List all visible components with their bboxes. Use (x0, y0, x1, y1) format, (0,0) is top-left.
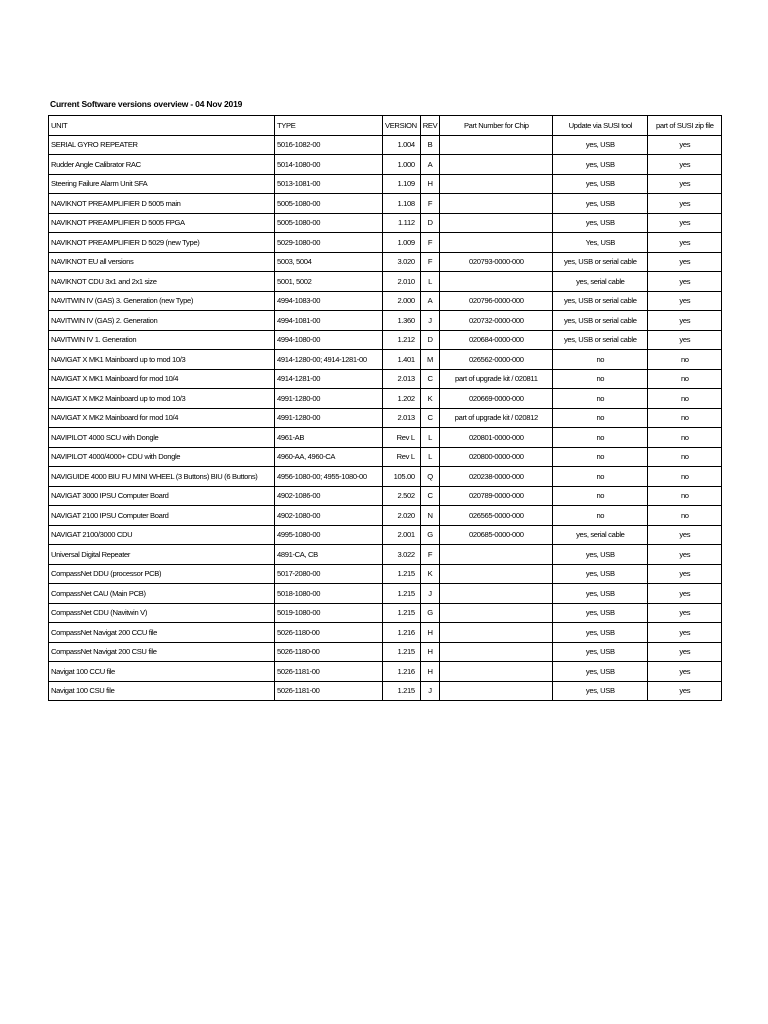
cell-rev: G (420, 525, 440, 545)
cell-susi-zip: no (648, 350, 722, 370)
cell-update-via-susi: no (553, 408, 648, 428)
cell-version: 1.215 (383, 564, 421, 584)
cell-rev: H (420, 174, 440, 194)
cell-update-via-susi: yes, USB or serial cable (553, 330, 648, 350)
cell-unit: NAVIKNOT PREAMPLIFIER D 5005 FPGA (49, 213, 275, 233)
cell-update-via-susi: yes, USB (553, 174, 648, 194)
cell-update-via-susi: yes, USB (553, 642, 648, 662)
header-version: VERSION (383, 116, 421, 136)
cell-update-via-susi: no (553, 467, 648, 487)
cell-update-via-susi: yes, USB or serial cable (553, 291, 648, 311)
cell-version: 1.216 (383, 662, 421, 682)
cell-unit: NAVIGAT X MK1 Mainboard for mod 10/4 (49, 369, 275, 389)
cell-rev: A (420, 291, 440, 311)
cell-part-number (440, 155, 553, 175)
cell-susi-zip: yes (648, 681, 722, 701)
cell-version: 1.215 (383, 603, 421, 623)
cell-unit: NAVIGUIDE 4000 BIU FU MINI WHEEL (3 Buttons) BIU (6 Buttons) (49, 467, 275, 487)
cell-update-via-susi: yes, USB (553, 545, 648, 565)
cell-rev: H (420, 662, 440, 682)
cell-part-number (440, 545, 553, 565)
cell-version: 1.112 (383, 213, 421, 233)
cell-susi-zip: yes (648, 525, 722, 545)
cell-type: 4960-AA, 4960-CA (275, 447, 383, 467)
cell-rev: C (420, 486, 440, 506)
cell-update-via-susi: yes, USB (553, 194, 648, 214)
cell-unit: CompassNet CAU (Main PCB) (49, 584, 275, 604)
cell-susi-zip: no (648, 467, 722, 487)
header-type: TYPE (275, 116, 383, 136)
cell-type: 4991-1280-00 (275, 389, 383, 409)
cell-unit: NAVIKNOT PREAMPLIFIER D 5005 main (49, 194, 275, 214)
cell-part-number: part of upgrade kit / 020812 (440, 408, 553, 428)
cell-update-via-susi: no (553, 486, 648, 506)
cell-unit: NAVIKNOT PREAMPLIFIER D 5029 (new Type) (49, 233, 275, 253)
cell-unit: NAVIPILOT 4000/4000+ CDU with Dongle (49, 447, 275, 467)
cell-rev: C (420, 369, 440, 389)
cell-type: 5003, 5004 (275, 252, 383, 272)
header-update-via-susi: Update via SUSI tool (553, 116, 648, 136)
cell-part-number: 020801-0000-000 (440, 428, 553, 448)
cell-type: 5019-1080-00 (275, 603, 383, 623)
table-body (49, 135, 722, 701)
header-part-number: Part Number for Chip (440, 116, 553, 136)
cell-rev: F (420, 252, 440, 272)
cell-part-number (440, 135, 553, 155)
cell-update-via-susi: yes, serial cable (553, 272, 648, 292)
cell-susi-zip: yes (648, 194, 722, 214)
cell-unit: CompassNet Navigat 200 CSU file (49, 642, 275, 662)
cell-unit: CompassNet CDU (Navitwin V) (49, 603, 275, 623)
cell-unit: NAVITWIN IV 1. Generation (49, 330, 275, 350)
cell-type: 4914-1281-00 (275, 369, 383, 389)
cell-unit: NAVIGAT 3000 IPSU Computer Board (49, 486, 275, 506)
cell-part-number (440, 564, 553, 584)
cell-susi-zip: yes (648, 233, 722, 253)
table-row (49, 291, 722, 311)
cell-version: 1.109 (383, 174, 421, 194)
table-row (49, 408, 722, 428)
cell-update-via-susi: yes, USB (553, 603, 648, 623)
cell-update-via-susi: no (553, 389, 648, 409)
cell-version: 1.215 (383, 584, 421, 604)
table-row (49, 135, 722, 155)
cell-susi-zip: no (648, 389, 722, 409)
table-row (49, 233, 722, 253)
cell-type: 5016-1082-00 (275, 135, 383, 155)
cell-part-number (440, 174, 553, 194)
cell-unit: NAVIGAT X MK2 Mainboard up to mod 10/3 (49, 389, 275, 409)
cell-unit: NAVIKNOT EU all versions (49, 252, 275, 272)
cell-type: 4961-AB (275, 428, 383, 448)
cell-unit: NAVIKNOT CDU 3x1 and 2x1 size (49, 272, 275, 292)
header-susi-zip: part of SUSI zip file (648, 116, 722, 136)
cell-part-number: 020684-0000-000 (440, 330, 553, 350)
cell-unit: Universal Digital Repeater (49, 545, 275, 565)
header-rev: REV (420, 116, 440, 136)
cell-susi-zip: yes (648, 623, 722, 643)
cell-part-number (440, 272, 553, 292)
table-row (49, 369, 722, 389)
cell-version: 1.212 (383, 330, 421, 350)
cell-type: 5018-1080-00 (275, 584, 383, 604)
cell-rev: Q (420, 467, 440, 487)
cell-susi-zip: yes (648, 662, 722, 682)
software-versions-table (48, 115, 722, 701)
cell-susi-zip: yes (648, 642, 722, 662)
cell-unit: NAVITWIN IV (GAS) 2. Generation (49, 311, 275, 331)
cell-rev: A (420, 155, 440, 175)
table-row (49, 486, 722, 506)
cell-part-number (440, 584, 553, 604)
cell-type: 5029-1080-00 (275, 233, 383, 253)
cell-update-via-susi: yes, USB (553, 135, 648, 155)
cell-rev: K (420, 389, 440, 409)
cell-type: 5013-1081-00 (275, 174, 383, 194)
cell-version: 105.00 (383, 467, 421, 487)
cell-unit: NAVIPILOT 4000 SCU with Dongle (49, 428, 275, 448)
cell-rev: B (420, 135, 440, 155)
cell-rev: D (420, 213, 440, 233)
cell-type: 5017-2080-00 (275, 564, 383, 584)
cell-part-number: 020789-0000-000 (440, 486, 553, 506)
cell-unit: NAVIGAT X MK1 Mainboard up to mod 10/3 (49, 350, 275, 370)
cell-rev: F (420, 233, 440, 253)
cell-susi-zip: no (648, 447, 722, 467)
table-row (49, 155, 722, 175)
cell-part-number: 020800-0000-000 (440, 447, 553, 467)
cell-version: 1.004 (383, 135, 421, 155)
cell-rev: L (420, 447, 440, 467)
cell-rev: J (420, 584, 440, 604)
cell-unit: NAVIGAT X MK2 Mainboard for mod 10/4 (49, 408, 275, 428)
cell-update-via-susi: no (553, 447, 648, 467)
table-row (49, 525, 722, 545)
cell-part-number (440, 194, 553, 214)
cell-part-number: 020793-0000-000 (440, 252, 553, 272)
cell-part-number (440, 213, 553, 233)
cell-susi-zip: yes (648, 330, 722, 350)
cell-unit: NAVIGAT 2100/3000 CDU (49, 525, 275, 545)
cell-susi-zip: yes (648, 584, 722, 604)
cell-part-number: 020238-0000-000 (440, 467, 553, 487)
cell-update-via-susi: yes, USB (553, 213, 648, 233)
cell-rev: G (420, 603, 440, 623)
cell-part-number (440, 603, 553, 623)
cell-update-via-susi: no (553, 350, 648, 370)
cell-rev: J (420, 311, 440, 331)
cell-rev: M (420, 350, 440, 370)
table-row (49, 564, 722, 584)
table-row (49, 623, 722, 643)
cell-unit: NAVITWIN IV (GAS) 3. Generation (new Type) (49, 291, 275, 311)
cell-type: 5001, 5002 (275, 272, 383, 292)
cell-rev: J (420, 681, 440, 701)
cell-rev: H (420, 623, 440, 643)
cell-version: 1.401 (383, 350, 421, 370)
cell-version: 1.009 (383, 233, 421, 253)
cell-part-number (440, 662, 553, 682)
cell-update-via-susi: yes, USB (553, 623, 648, 643)
cell-version: 1.216 (383, 623, 421, 643)
cell-part-number: part of upgrade kit / 020811 (440, 369, 553, 389)
cell-version: 2.000 (383, 291, 421, 311)
cell-type: 5005-1080-00 (275, 213, 383, 233)
cell-update-via-susi: no (553, 369, 648, 389)
cell-unit: SERIAL GYRO REPEATER (49, 135, 275, 155)
cell-rev: C (420, 408, 440, 428)
cell-update-via-susi: yes, serial cable (553, 525, 648, 545)
table-row (49, 194, 722, 214)
cell-version: 1.215 (383, 642, 421, 662)
cell-unit: Navigat 100 CSU file (49, 681, 275, 701)
cell-type: 4994-1081-00 (275, 311, 383, 331)
cell-update-via-susi: yes, USB or serial cable (553, 311, 648, 331)
cell-version: 2.502 (383, 486, 421, 506)
document-title: Current Software versions overview - 04 Nov 2019 (50, 99, 243, 109)
cell-type: 5026-1180-00 (275, 623, 383, 643)
cell-version: 2.013 (383, 408, 421, 428)
cell-version: 2.013 (383, 369, 421, 389)
table-row (49, 350, 722, 370)
table-row (49, 681, 722, 701)
table-row (49, 213, 722, 233)
table-row (49, 389, 722, 409)
table-row (49, 506, 722, 526)
table-row (49, 311, 722, 331)
cell-version: 2.010 (383, 272, 421, 292)
cell-part-number (440, 233, 553, 253)
cell-susi-zip: yes (648, 155, 722, 175)
cell-type: 4991-1280-00 (275, 408, 383, 428)
table-row (49, 662, 722, 682)
cell-susi-zip: yes (648, 174, 722, 194)
cell-type: 5005-1080-00 (275, 194, 383, 214)
cell-part-number: 026565-0000-000 (440, 506, 553, 526)
cell-rev: F (420, 545, 440, 565)
cell-rev: F (420, 194, 440, 214)
cell-unit: NAVIGAT 2100 IPSU Computer Board (49, 506, 275, 526)
cell-type: 5026-1180-00 (275, 642, 383, 662)
cell-unit: Steering Failure Alarm Unit SFA (49, 174, 275, 194)
cell-susi-zip: yes (648, 252, 722, 272)
cell-update-via-susi: yes, USB (553, 681, 648, 701)
cell-type: 4914-1280-00; 4914-1281-00 (275, 350, 383, 370)
cell-type: 4902-1086-00 (275, 486, 383, 506)
cell-update-via-susi: Yes, USB (553, 233, 648, 253)
cell-version: Rev L (383, 428, 421, 448)
cell-version: 1.108 (383, 194, 421, 214)
cell-update-via-susi: yes, USB or serial cable (553, 252, 648, 272)
cell-part-number: 020796-0000-000 (440, 291, 553, 311)
cell-version: 3.020 (383, 252, 421, 272)
cell-rev: N (420, 506, 440, 526)
cell-type: 4995-1080-00 (275, 525, 383, 545)
table-row (49, 603, 722, 623)
cell-rev: K (420, 564, 440, 584)
cell-version: 1.202 (383, 389, 421, 409)
cell-update-via-susi: no (553, 506, 648, 526)
header-unit: UNIT (49, 116, 275, 136)
cell-update-via-susi: yes, USB (553, 584, 648, 604)
cell-unit: CompassNet DDU (processor PCB) (49, 564, 275, 584)
table-header-row (49, 116, 722, 136)
cell-type: 4994-1080-00 (275, 330, 383, 350)
cell-update-via-susi: yes, USB (553, 662, 648, 682)
table-row (49, 428, 722, 448)
table-row (49, 642, 722, 662)
cell-susi-zip: no (648, 506, 722, 526)
table-row (49, 545, 722, 565)
cell-type: 4956-1080-00; 4955-1080-00 (275, 467, 383, 487)
cell-susi-zip: no (648, 369, 722, 389)
cell-rev: L (420, 428, 440, 448)
cell-susi-zip: no (648, 428, 722, 448)
cell-susi-zip: yes (648, 603, 722, 623)
cell-susi-zip: yes (648, 545, 722, 565)
cell-version: 3.022 (383, 545, 421, 565)
table-row (49, 467, 722, 487)
cell-version: 2.020 (383, 506, 421, 526)
cell-susi-zip: yes (648, 291, 722, 311)
cell-susi-zip: yes (648, 311, 722, 331)
cell-type: 5014-1080-00 (275, 155, 383, 175)
cell-rev: L (420, 272, 440, 292)
cell-susi-zip: yes (648, 135, 722, 155)
cell-part-number (440, 642, 553, 662)
cell-version: 1.215 (383, 681, 421, 701)
cell-update-via-susi: no (553, 428, 648, 448)
table-row (49, 272, 722, 292)
table-row (49, 330, 722, 350)
cell-part-number (440, 681, 553, 701)
cell-susi-zip: yes (648, 564, 722, 584)
cell-update-via-susi: yes, USB (553, 155, 648, 175)
cell-version: 1.000 (383, 155, 421, 175)
cell-type: 4891-CA, CB (275, 545, 383, 565)
table-row (49, 174, 722, 194)
cell-susi-zip: yes (648, 272, 722, 292)
cell-part-number: 020732-0000-000 (440, 311, 553, 331)
cell-type: 5026-1181-00 (275, 681, 383, 701)
cell-unit: CompassNet Navigat 200 CCU file (49, 623, 275, 643)
cell-susi-zip: no (648, 486, 722, 506)
cell-version: 2.001 (383, 525, 421, 545)
cell-type: 5026-1181-00 (275, 662, 383, 682)
cell-unit: Rudder Angle Calibrator RAC (49, 155, 275, 175)
table-row (49, 584, 722, 604)
cell-susi-zip: yes (648, 213, 722, 233)
cell-update-via-susi: yes, USB (553, 564, 648, 584)
table-row (49, 447, 722, 467)
cell-type: 4902-1080-00 (275, 506, 383, 526)
table-row (49, 252, 722, 272)
cell-version: Rev L (383, 447, 421, 467)
cell-type: 4994-1083-00 (275, 291, 383, 311)
cell-version: 1.360 (383, 311, 421, 331)
cell-part-number: 026562-0000-000 (440, 350, 553, 370)
cell-rev: H (420, 642, 440, 662)
cell-part-number: 020685-0000-000 (440, 525, 553, 545)
cell-part-number: 020669-0000-000 (440, 389, 553, 409)
cell-rev: D (420, 330, 440, 350)
cell-susi-zip: no (648, 408, 722, 428)
cell-unit: Navigat 100 CCU file (49, 662, 275, 682)
cell-part-number (440, 623, 553, 643)
